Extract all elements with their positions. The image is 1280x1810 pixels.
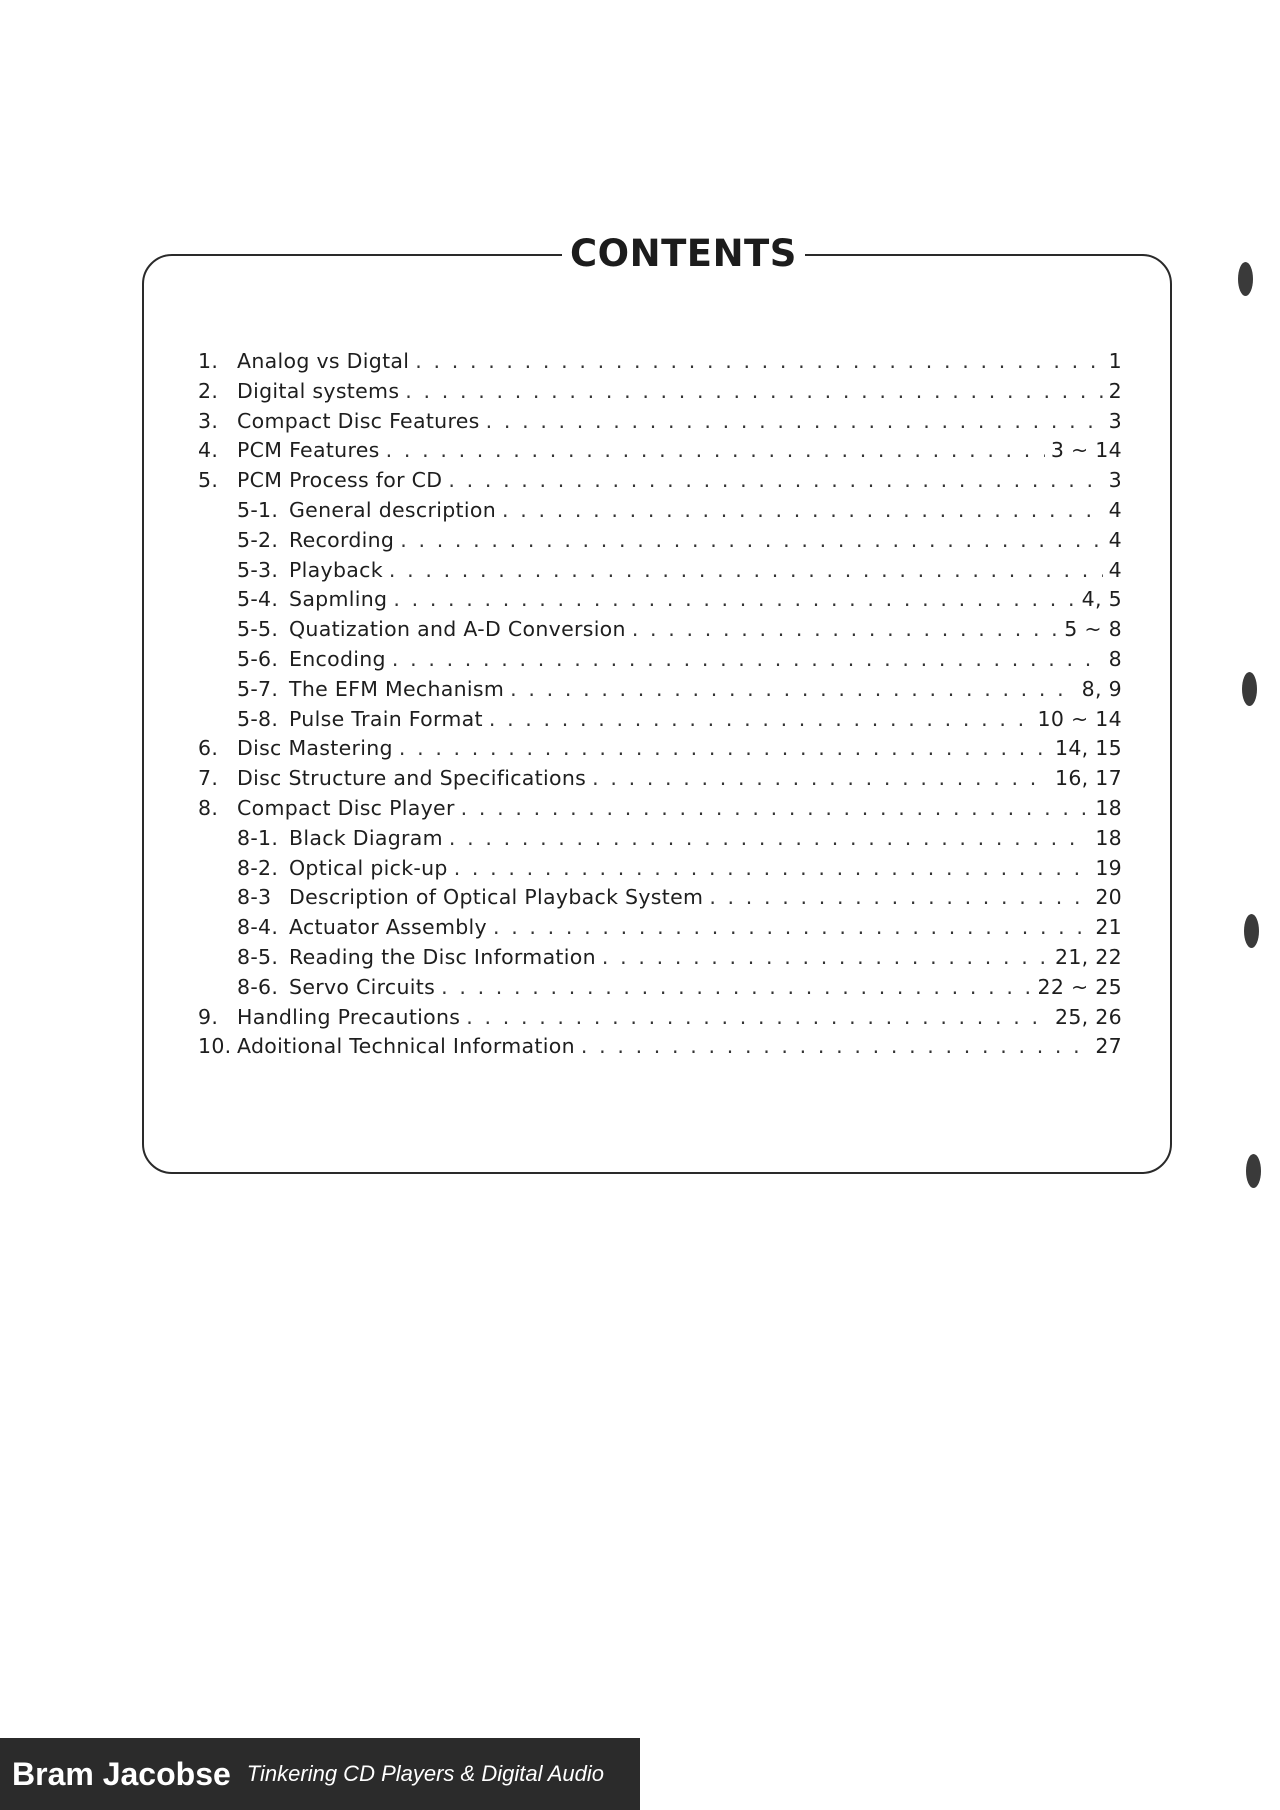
dot-leader [405,379,1102,403]
toc-entry-label: General description [289,497,496,522]
banner-author-name: Bram Jacobse [12,1755,231,1792]
toc-entry [198,409,1122,439]
toc-entry-number: 5-5. [237,617,279,642]
toc-entry-page: 4 [1108,527,1122,552]
toc-entry-page: 3 ~ 14 [1050,438,1122,463]
toc-entry-label: Encoding [289,646,386,671]
toc-entry-page: 4, 5 [1081,587,1122,612]
toc-entry-page: 3 [1108,468,1122,493]
toc-entry-page: 10 ~ 14 [1037,706,1122,731]
toc-entry-number: 5-8. [237,706,279,731]
toc-entry-number: 8. [198,795,219,820]
dot-leader [389,558,1103,582]
toc-entry-label: Compact Disc Player [237,795,455,820]
toc-entry-number: 1. [198,349,219,373]
toc-entry-page: 5 ~ 8 [1064,617,1122,642]
toc-entry-label: Description of Optical Playback System [289,885,704,910]
toc-entry-page: 4 [1108,557,1122,582]
dot-leader [489,707,1032,731]
toc-entry-number: 6. [198,736,219,761]
toc-entry [198,558,1122,588]
toc-entry-label: Recording [289,527,395,552]
banner-subtitle: Tinkering CD Players & Digital Audio [246,1761,605,1786]
dot-leader [399,736,1049,760]
dot-leader [493,915,1089,939]
toc-entry [198,528,1122,558]
toc-entry [198,1034,1122,1064]
toc-entry-number: 8-3 [237,885,272,910]
toc-entry-number: 8-4. [237,915,279,940]
dot-leader [415,349,1102,373]
toc-entry [198,587,1122,617]
toc-entry-page: 18 [1095,825,1122,850]
toc-entry [198,349,1122,379]
toc-entry-page: 4 [1108,497,1122,522]
toc-entry-number: 10. [198,1034,232,1059]
toc-entry-number: 5-2. [237,527,279,552]
toc-entry-number: 8-1. [237,825,279,850]
toc-entry [198,617,1122,647]
toc-entry-page: 3 [1108,408,1122,433]
toc-entry-page: 8 [1108,646,1122,671]
toc-entry-number: 5-6. [237,646,279,671]
dot-leader [486,409,1103,433]
toc-entry [198,856,1122,886]
toc-entry-number: 4. [198,438,219,463]
toc-entry-label: Reading the Disc Information [289,944,596,969]
toc-entry [198,766,1122,796]
toc-entry-label: Optical pick-up [289,855,448,880]
toc-entry [198,677,1122,707]
toc-entry-label: Quatization and A-D Conversion [289,617,626,642]
dot-leader [386,438,1045,462]
toc-entry [198,707,1122,737]
toc-entry-page: 8, 9 [1081,676,1122,701]
toc-entry-label: Disc Mastering [237,736,393,761]
dot-leader [400,528,1102,552]
dot-leader [392,647,1103,671]
toc-entry-label: Pulse Train Format [289,706,483,731]
toc-entry-label: Disc Structure and Specifications [237,766,587,791]
punch-hole-mark [1246,1154,1261,1188]
toc-entry [198,379,1122,409]
toc-entry-number: 5-3. [237,557,279,582]
toc-entry-label: Black Diagram [289,825,443,850]
toc-entry-number: 5-4. [237,587,279,612]
toc-entry-label: PCM Process for CD [237,468,443,493]
toc-entry-page: 27 [1095,1034,1122,1059]
dot-leader [502,498,1103,522]
toc-entry-page: 2 [1108,378,1122,403]
dot-leader [454,856,1090,880]
dot-leader [510,677,1076,701]
toc-entry-number: 2. [198,378,219,403]
dot-leader [449,826,1089,850]
toc-entry-label: Analog vs Digtal [237,349,410,373]
toc-entry-number: 5. [198,468,219,493]
toc-entry-label: Digital systems [237,378,400,403]
page-title: CONTENTS [562,230,805,278]
toc-entry-number: 8-2. [237,855,279,880]
dot-leader [632,617,1058,641]
punch-hole-mark [1244,914,1259,948]
toc-entry-page: 18 [1095,795,1122,820]
toc-entry-number: 9. [198,1004,219,1029]
author-banner [0,1738,640,1810]
toc-entry-number: 8-5. [237,944,279,969]
toc-entry-label: PCM Features [237,438,380,463]
toc-entry-page: 16, 17 [1054,766,1122,791]
toc-entry [198,736,1122,766]
toc-entry [198,796,1122,826]
toc-entry-page: 21 [1095,915,1122,940]
toc-entry-page: 21, 22 [1054,944,1122,969]
toc-entry-label: Handling Precautions [237,1004,461,1029]
toc-entry-number: 5-7. [237,676,279,701]
toc-entry-number: 7. [198,766,219,791]
toc-entry [198,647,1122,677]
punch-hole-mark [1242,672,1257,706]
dot-leader [466,1005,1049,1029]
toc-entry [198,975,1122,1005]
toc-entry [198,438,1122,468]
toc-entry-label: Actuator Assembly [289,915,487,940]
dot-leader [393,587,1075,611]
dot-leader [709,885,1089,909]
dot-leader [441,975,1031,999]
toc-entry-number: 8-6. [237,974,279,999]
toc-entry [198,498,1122,528]
dot-leader [581,1034,1089,1058]
toc-entry-page: 19 [1095,855,1122,880]
table-of-contents [198,349,1122,1064]
toc-entry-page: 25, 26 [1054,1004,1122,1029]
dot-leader [602,945,1049,969]
toc-entry-label: Adoitional Technical Information [237,1034,575,1059]
toc-entry-label: Sapmling [289,587,388,612]
dot-leader [592,766,1049,790]
toc-entry-label: The EFM Mechanism [289,676,505,701]
toc-entry [198,826,1122,856]
toc-entry-label: Servo Circuits [289,974,436,999]
toc-entry-page: 1 [1108,349,1122,373]
toc-entry-label: Playback [289,557,383,582]
toc-entry [198,945,1122,975]
toc-entry-page: 22 ~ 25 [1037,974,1122,999]
toc-entry-page: 20 [1095,885,1122,910]
punch-hole-mark [1238,262,1253,296]
toc-entry-page: 14, 15 [1054,736,1122,761]
toc-entry [198,468,1122,498]
toc-entry-label: Compact Disc Features [237,408,480,433]
toc-entry-number: 5-1. [237,497,279,522]
toc-entry [198,885,1122,915]
toc-entry [198,915,1122,945]
toc-entry [198,1005,1122,1035]
toc-entry-number: 3. [198,408,219,433]
dot-leader [461,796,1090,820]
dot-leader [448,468,1102,492]
